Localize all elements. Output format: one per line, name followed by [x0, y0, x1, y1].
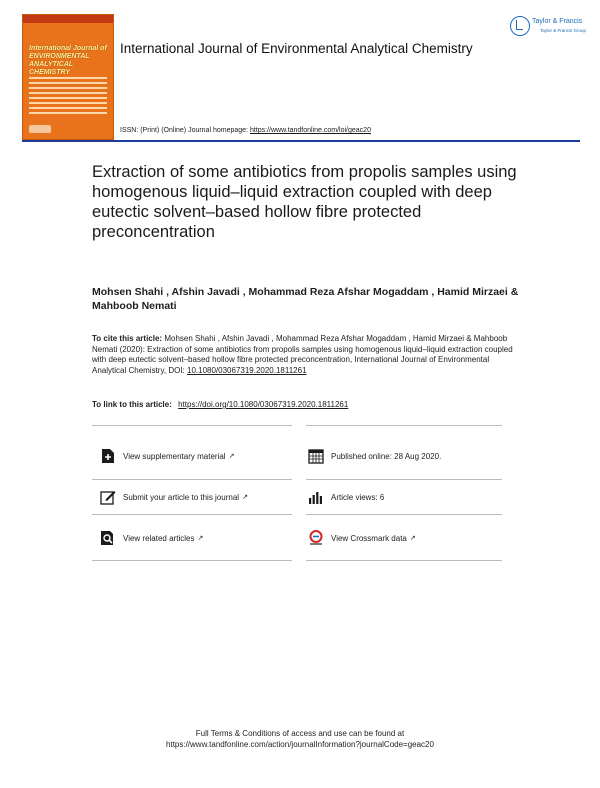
crossmark-icon: [308, 530, 324, 546]
cover-title: International Journal of ENVIRONMENTAL ANALYTICAL CHEMISTRY: [29, 45, 107, 76]
views-label: Article views: 6: [331, 492, 385, 502]
cover-publisher-seal: [29, 125, 51, 133]
separator: [92, 479, 292, 480]
external-link-icon: ↗: [242, 494, 248, 501]
journal-title: International Journal of Environmental Analytical Chemistry: [120, 41, 473, 56]
citation-text: Mohsen Shahi , Afshin Javadi , Mohammad Reza Afshar Mogaddam , Hamid Mirzaei & Mahboob Nemati (2020): Extraction of some antibiotics from propolis samples using homogenous liquid–liquid extraction coupled with deep eutectic solvent–based hollow fibre protected preconcentration, International Journal of Environmental Analytical Chemistry, DOI:: [92, 334, 513, 375]
journal-cover-image: [22, 14, 114, 140]
article-views: [308, 489, 384, 505]
article-title: Extraction of some antibiotics from propolis samples using homogenous liquid–liquid extraction coupled with deep eutectic solvent–based hollow fibre protected preconcentration: [92, 163, 517, 241]
citation-doi-link[interactable]: 10.1080/03067319.2020.1811261: [187, 365, 307, 375]
separator: [306, 479, 502, 480]
footer-terms-link[interactable]: https://www.tandfonline.com/action/journalInformation?journalCode=geac20: [166, 740, 434, 749]
issn-line: [120, 127, 371, 134]
bar-chart-icon: [308, 489, 324, 505]
cover-band: [23, 15, 113, 23]
citation-label: To cite this article:: [92, 334, 163, 343]
view-crossmark-link[interactable]: [308, 530, 416, 546]
issn-text: ISSN: (Print) (Online) Journal homepage:: [120, 127, 248, 134]
calendar-icon: [308, 448, 324, 464]
view-supplementary-link[interactable]: [100, 448, 234, 464]
publisher-group: Taylor & Francis Group: [540, 28, 587, 33]
crossmark-label: View Crossmark data: [331, 533, 407, 543]
external-link-icon: ↗: [197, 535, 204, 542]
footer-terms-text: Full Terms & Conditions of access and use can be found at: [195, 729, 405, 738]
article-authors: Mohsen Shahi , Afshin Javadi , Mohammad Reza Afshar Mogaddam , Hamid Mirzaei & Mahboob Nemati: [92, 286, 519, 312]
separator: [92, 425, 292, 426]
external-link-icon: ↗: [409, 535, 416, 542]
cover-text-lines: [29, 77, 107, 117]
view-related-link[interactable]: [100, 530, 203, 546]
header-divider: [22, 140, 580, 142]
publisher-logo[interactable]: [510, 16, 587, 40]
supplementary-label: View supplementary material: [123, 451, 226, 461]
related-label: View related articles: [123, 533, 195, 543]
edit-icon: [100, 489, 116, 505]
published-date: [308, 448, 441, 464]
submit-article-link[interactable]: [100, 489, 248, 505]
separator: [306, 560, 502, 561]
article-doi-link[interactable]: https://doi.org/10.1080/03067319.2020.1811261: [178, 400, 349, 409]
article-link-line: [92, 400, 348, 409]
separator: [92, 514, 292, 515]
separator: [306, 425, 502, 426]
external-link-icon: ↗: [228, 453, 235, 460]
document-plus-icon: [100, 448, 116, 464]
published-label: Published online: 28 Aug 2020.: [331, 451, 442, 461]
journal-homepage-link[interactable]: https://www.tandfonline.com/loi/geac20: [249, 127, 371, 134]
separator: [92, 560, 292, 561]
article-link-label: To link to this article:: [92, 400, 172, 409]
submit-label: Submit your article to this journal: [123, 492, 240, 502]
footer: [0, 728, 600, 750]
publisher-logo-icon: [510, 16, 530, 36]
search-document-icon: [100, 530, 116, 546]
citation-block: [92, 334, 522, 376]
separator: [306, 514, 502, 515]
publisher-brand: Taylor & Francis: [532, 18, 583, 25]
